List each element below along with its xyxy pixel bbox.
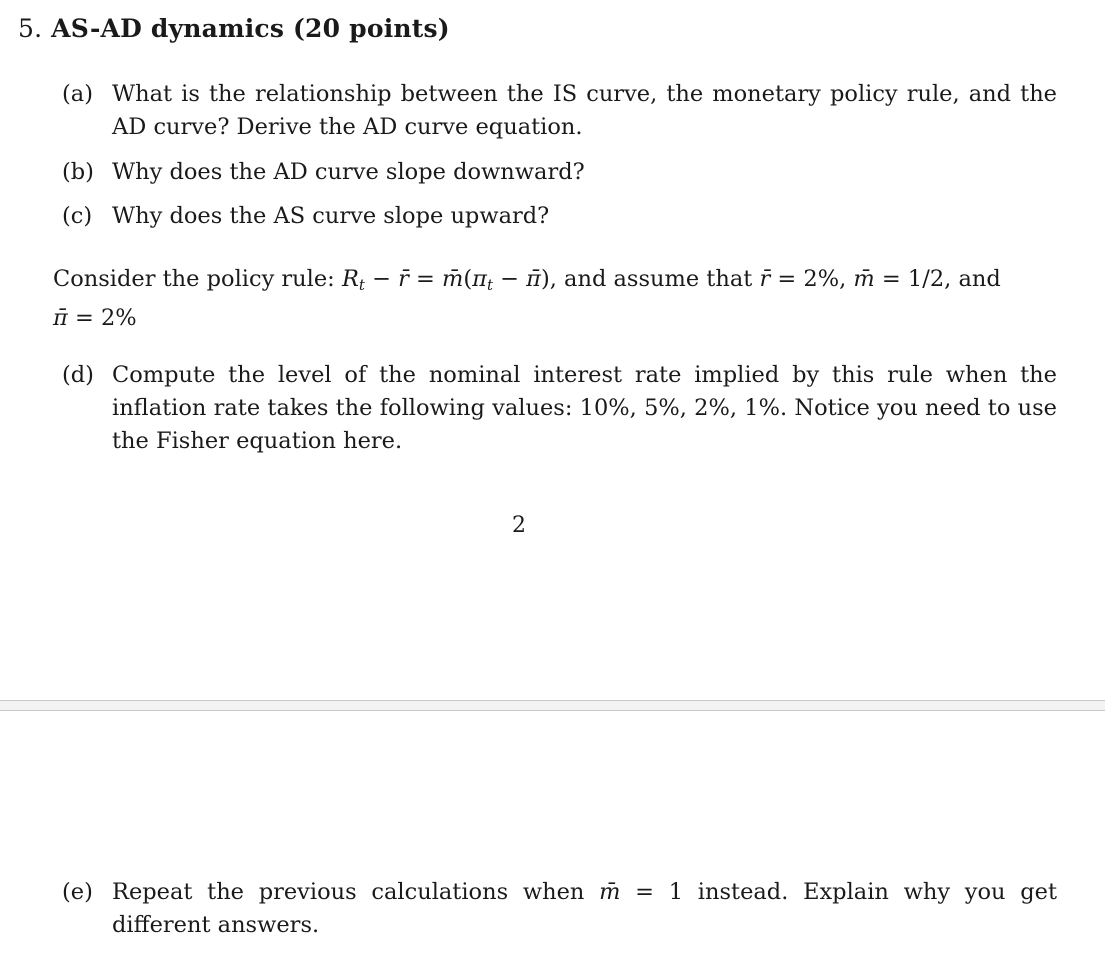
part-label: (c) — [62, 203, 93, 229]
math-rbar: r̄ — [398, 266, 409, 292]
question-number: 5. — [18, 14, 43, 43]
rbar-value: 2% — [803, 266, 840, 292]
part-text: Why does the AD curve slope downward? — [112, 159, 585, 185]
part-label: (b) — [62, 159, 94, 185]
math-paren-close: ) — [540, 266, 550, 292]
math-pibar: π̄ — [526, 266, 541, 292]
part-e-eq: = 1 — [620, 879, 684, 905]
math-paren-open: ( — [463, 266, 473, 292]
part-text: What is the relationship between the IS curve, the monetary policy rule, and the AD curve? Derive the AD curve equation. — [112, 81, 1057, 140]
assume-text: , and assume that — [549, 266, 760, 292]
math-minus: − — [364, 266, 399, 292]
part-d — [62, 359, 1057, 458]
part-label: (e) — [62, 879, 93, 905]
policy-rule-paragraph: Consider the policy rule: $R_t$ − r̄ = $m̄(\pi_t$ − π̄), and assume that r̄ = 2%, m̄ = 1/2, and π̄ = 2% — [53, 266, 1001, 331]
part-e-before: Repeat the previous calculations when — [112, 879, 600, 905]
math-rbar: r̄ — [759, 266, 771, 292]
math-eq: = — [874, 266, 908, 292]
math-pi: π — [472, 266, 487, 292]
pibar-value: 2% — [100, 305, 137, 331]
part-text: Why does the AS curve slope upward? — [112, 203, 550, 229]
math-mbar: m̄ — [599, 879, 621, 905]
part-e — [62, 876, 1057, 942]
part-a — [62, 78, 1057, 144]
and-text: , and — [944, 266, 1001, 292]
math-sub-t: t — [486, 276, 493, 294]
math-eq: = — [770, 266, 804, 292]
question-title — [18, 14, 450, 43]
math-eq: = — [67, 305, 101, 331]
part-b — [62, 156, 1057, 189]
math-minus: − — [492, 266, 527, 292]
part-text: Compute the level of the nominal interest rate implied by this rule when the inflation rate takes the following values: 10%, 5%, 2%, 1%. Notice you need to use the Fisher equation here. — [112, 362, 1057, 454]
part-e-after: instead. Explain why you get different answers. — [112, 879, 1058, 938]
math-mbar: m̄ — [442, 266, 464, 292]
part-label: (d) — [62, 362, 94, 388]
math-sub-t: t — [358, 276, 365, 294]
mbar-value: 1/2 — [907, 266, 945, 292]
part-c — [62, 200, 1057, 233]
math-R: R — [341, 266, 359, 292]
math-mbar: m̄ — [853, 266, 875, 292]
part-label: (a) — [62, 81, 93, 107]
policy-lead: Consider the policy rule: — [53, 266, 335, 292]
math-pibar: π̄ — [53, 305, 68, 331]
math-eq: = — [408, 266, 443, 292]
question-title-text: AS-AD dynamics (20 points) — [51, 14, 450, 43]
part-text — [112, 876, 1057, 942]
page-divider — [0, 700, 1105, 711]
page-number: 2 — [512, 513, 526, 538]
